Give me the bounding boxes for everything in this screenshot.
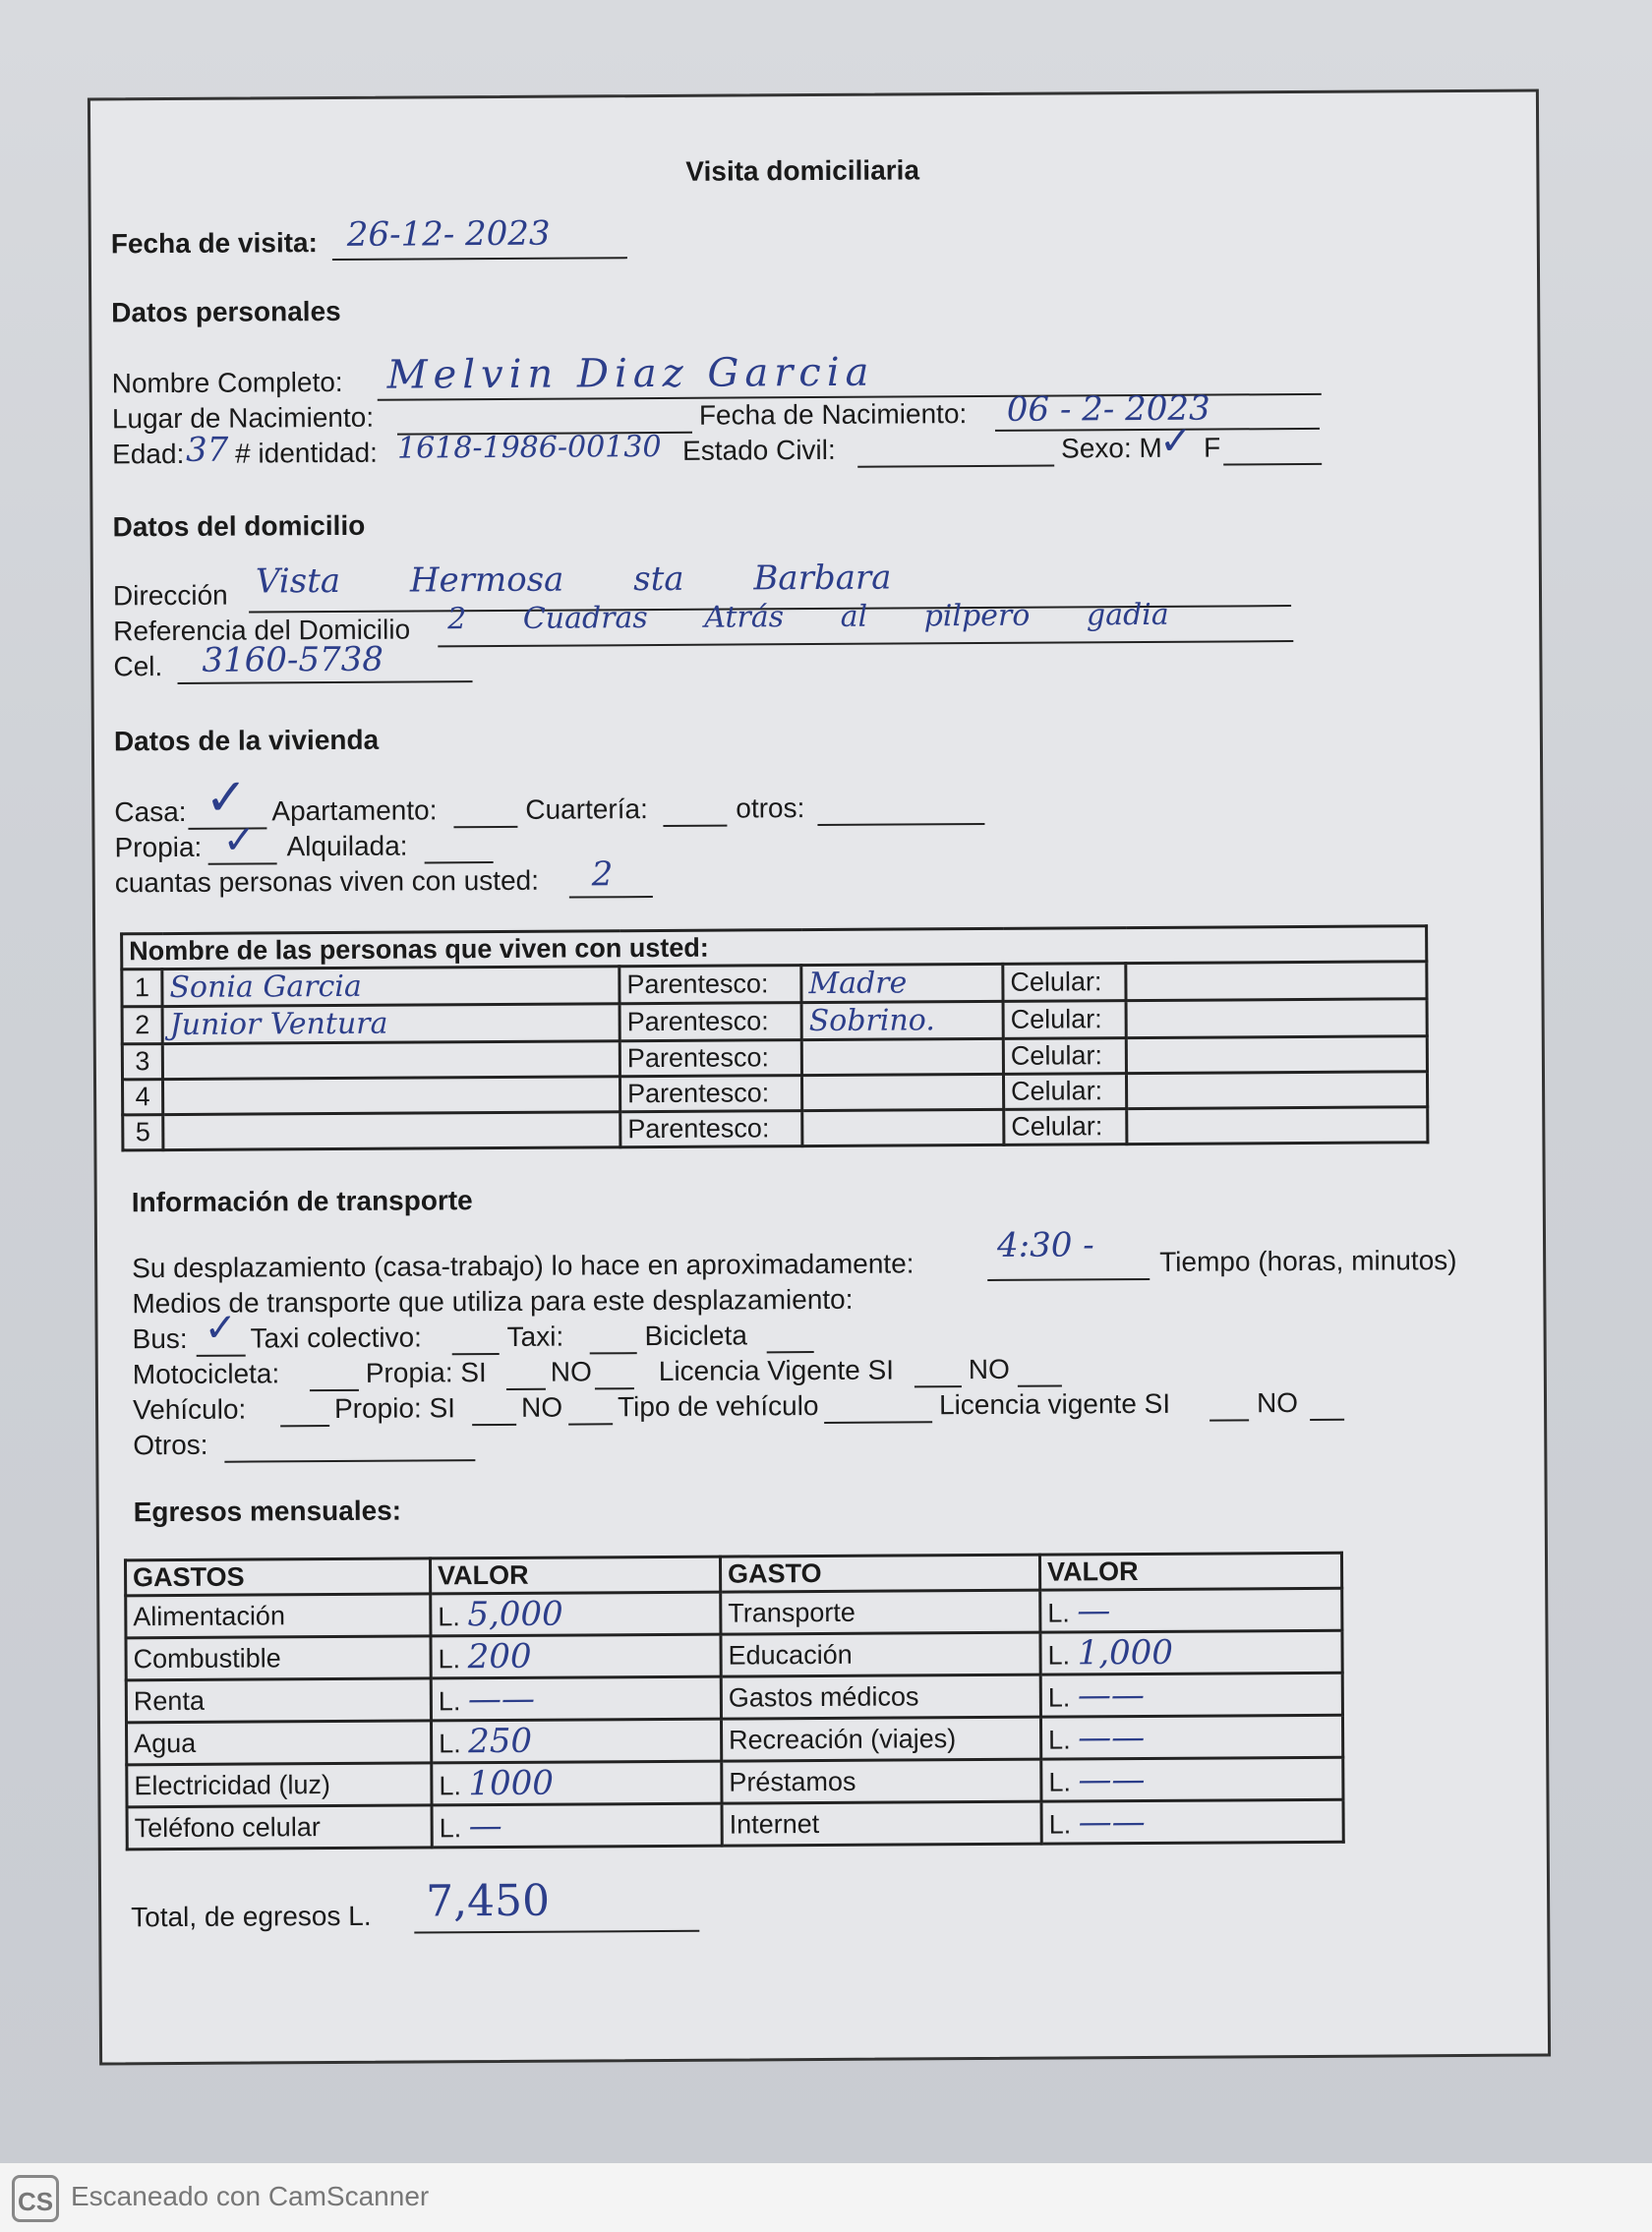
currency-label: L. xyxy=(439,1813,462,1844)
gasto-name: Renta xyxy=(126,1678,431,1723)
header-valor-2: VALOR xyxy=(1039,1553,1341,1590)
persona-celular xyxy=(1127,1107,1428,1145)
bus-check-icon: ✓ xyxy=(204,1306,238,1350)
persona-celular xyxy=(1126,962,1427,1001)
moto-no-label: NO xyxy=(550,1356,592,1387)
gasto-value: —— xyxy=(467,1678,536,1720)
gasto-name: Préstamos xyxy=(722,1759,1041,1803)
gasto-value-cell xyxy=(431,1592,721,1636)
gasto-name: Electricidad (luz) xyxy=(127,1763,432,1807)
bicicleta-line xyxy=(767,1351,814,1353)
gasto-value: 5,000 xyxy=(467,1594,563,1635)
vehiculo-label: Vehículo: xyxy=(132,1393,247,1426)
persona-parentesco xyxy=(801,1074,1003,1110)
table-row xyxy=(126,1588,1342,1638)
cuarteria-line xyxy=(663,825,727,827)
taxi-label: Taxi: xyxy=(506,1321,564,1352)
row-number: 2 xyxy=(122,1007,162,1044)
identidad-value: 1618-1986-00130 xyxy=(396,429,662,466)
header-gasto: GASTO xyxy=(720,1555,1039,1592)
parentesco-label: Parentesco: xyxy=(620,1003,801,1041)
persona-parentesco: Madre xyxy=(801,964,1003,1002)
sexo-f-label: F xyxy=(1204,432,1221,463)
camscanner-logo-icon: CS xyxy=(12,2175,59,2222)
direccion-label: Dirección xyxy=(112,579,228,612)
gasto-value-cell xyxy=(432,1761,722,1805)
moto-si-line xyxy=(506,1388,546,1390)
celular-label: Celular: xyxy=(1004,1109,1127,1145)
parentesco-label: Parentesco: xyxy=(620,1111,802,1147)
gasto-value: 1000 xyxy=(468,1763,555,1804)
bus-line xyxy=(197,1355,246,1357)
camscanner-text: Escaneado con CamScanner xyxy=(71,2181,430,2211)
propia-label: Propia: xyxy=(114,831,203,863)
persona-celular xyxy=(1126,1036,1427,1074)
alquilada-line xyxy=(425,861,494,863)
gasto-name: Transporte xyxy=(721,1590,1040,1634)
celular-label: Celular: xyxy=(1003,1038,1126,1075)
cuarteria-label: Cuartería: xyxy=(525,793,648,825)
moto-line xyxy=(310,1389,359,1391)
sexo-check-icon: ✓ xyxy=(1158,419,1193,463)
gasto-name: Gastos médicos xyxy=(721,1674,1040,1719)
casa-check-icon: ✓ xyxy=(205,769,249,827)
currency-label: L. xyxy=(438,1644,461,1674)
licencia2-no-label: NO xyxy=(1256,1387,1299,1419)
referencia-label: Referencia del Domicilio xyxy=(113,614,411,647)
header-gastos: GASTOS xyxy=(125,1558,430,1596)
persona-nombre xyxy=(162,1041,620,1080)
personales-heading: Datos personales xyxy=(111,295,341,328)
gasto-value: 1,000 xyxy=(1077,1632,1174,1674)
fecha-value: 26-12- 2023 xyxy=(346,213,551,255)
currency-label: L. xyxy=(439,1729,461,1759)
gasto-name: Recreación (viajes) xyxy=(721,1717,1040,1761)
persona-celular xyxy=(1126,1072,1427,1109)
nombre-label: Nombre Completo: xyxy=(111,366,343,399)
cel-label: Cel. xyxy=(113,651,163,682)
vehiculo-no-line xyxy=(568,1423,613,1425)
persona-parentesco xyxy=(802,1109,1004,1145)
gasto-value: 200 xyxy=(467,1636,532,1677)
licencia2-label: Licencia vigente SI xyxy=(938,1387,1171,1421)
personas-table xyxy=(120,924,1429,1151)
gasto-value: 250 xyxy=(468,1721,533,1762)
taxi-colectivo-label: Taxi colectivo: xyxy=(250,1322,422,1354)
table-row xyxy=(126,1630,1342,1680)
currency-label: L. xyxy=(1047,1640,1071,1671)
persona-parentesco xyxy=(801,1038,1003,1075)
row-number: 4 xyxy=(123,1080,163,1115)
personas-line xyxy=(569,896,653,899)
transporte-heading: Información de transporte xyxy=(131,1185,473,1218)
currency-label: L. xyxy=(438,1602,460,1632)
otros-vivienda-label: otros: xyxy=(736,793,805,824)
persona-nombre: Sonia Garcia xyxy=(162,967,620,1007)
licencia-no-label: NO xyxy=(968,1353,1010,1385)
referencia-line xyxy=(438,640,1293,647)
row-number: 1 xyxy=(122,969,162,1007)
row-number: 3 xyxy=(122,1044,162,1080)
scanner-footer xyxy=(0,2163,1652,2232)
currency-label: L. xyxy=(438,1686,461,1717)
fecha-nac-label: Fecha de Nacimiento: xyxy=(698,398,968,431)
parentesco-label: Parentesco: xyxy=(620,1076,801,1112)
lugar-label: Lugar de Nacimiento: xyxy=(111,401,375,435)
licencia-label: Licencia Vigente SI xyxy=(658,1354,895,1387)
total-value: 7,450 xyxy=(425,1875,551,1927)
gasto-value-cell xyxy=(1040,1715,1342,1759)
licencia-si-line xyxy=(914,1385,962,1387)
desplazamiento-value: 4:30 - xyxy=(996,1225,1094,1265)
taxi-colectivo-line xyxy=(452,1353,500,1355)
table-row xyxy=(126,1673,1342,1723)
tiempo-label: Tiempo (horas, minutos) xyxy=(1159,1245,1457,1277)
table-row xyxy=(127,1757,1343,1807)
estado-line xyxy=(857,465,1054,468)
alquilada-label: Alquilada: xyxy=(286,830,408,862)
taxi-line xyxy=(590,1352,637,1354)
licencia2-no-line xyxy=(1310,1419,1344,1421)
cel-value: 3160-5738 xyxy=(202,639,384,680)
vehiculo-propio-label: Propio: SI xyxy=(333,1392,456,1425)
persona-nombre: Junior Ventura xyxy=(162,1004,620,1044)
form-sheet xyxy=(88,89,1551,2066)
gasto-value: —— xyxy=(1078,1759,1146,1800)
table-row xyxy=(123,1107,1428,1150)
identidad-label: # identidad: xyxy=(235,437,379,469)
nombre-value: Melvin Diaz Garcia xyxy=(386,349,875,398)
persona-parentesco: Sobrino. xyxy=(801,1001,1003,1039)
domicilio-heading: Datos del domicilio xyxy=(112,509,366,543)
fecha-line xyxy=(332,257,627,261)
gasto-value: — xyxy=(468,1805,502,1847)
celular-label: Celular: xyxy=(1003,1001,1126,1039)
bicicleta-label: Bicicleta xyxy=(644,1320,747,1352)
celular-label: Celular: xyxy=(1003,964,1126,1002)
referencia-value: 2 Cuadras Atrás al pilpero gadia xyxy=(447,597,1169,637)
form-title: Visita domiciliaria xyxy=(685,154,920,187)
licencia-no-line xyxy=(1018,1384,1062,1386)
currency-label: L. xyxy=(1048,1809,1072,1840)
vehiculo-no-label: NO xyxy=(520,1391,563,1423)
currency-label: L. xyxy=(439,1771,462,1801)
egresos-table xyxy=(124,1552,1345,1851)
sexo-label: Sexo: M xyxy=(1061,432,1162,464)
apartamento-label: Apartamento: xyxy=(271,794,438,827)
gasto-name: Internet xyxy=(722,1801,1041,1846)
cel-line xyxy=(178,680,473,684)
row-number: 5 xyxy=(123,1115,163,1150)
gasto-value-cell xyxy=(1040,1673,1342,1717)
casa-label: Casa: xyxy=(114,795,187,828)
licencia2-si-line xyxy=(1210,1419,1249,1421)
otros-transporte-label: Otros: xyxy=(133,1429,208,1461)
gasto-value-cell xyxy=(432,1803,722,1848)
vehiculo-line xyxy=(280,1425,329,1427)
gasto-value-cell xyxy=(1041,1757,1343,1801)
tipo-vehiculo-line xyxy=(824,1421,932,1424)
celular-label: Celular: xyxy=(1003,1074,1126,1110)
otros-vivienda-line xyxy=(817,823,984,826)
persona-nombre xyxy=(163,1077,620,1115)
gasto-value-cell xyxy=(431,1719,721,1763)
edad-label: Edad: xyxy=(112,438,185,470)
gasto-name: Educación xyxy=(721,1632,1040,1676)
vivienda-heading: Datos de la vivienda xyxy=(113,724,380,757)
personas-table-header: Nombre de las personas que viven con usted: xyxy=(122,926,1427,969)
persona-celular xyxy=(1126,999,1427,1038)
gasto-value-cell xyxy=(1041,1799,1343,1844)
table-row xyxy=(126,1715,1342,1765)
gasto-value-cell xyxy=(431,1676,721,1721)
currency-label: L. xyxy=(1047,1598,1070,1628)
moto-propia-label: Propia: SI xyxy=(365,1357,487,1388)
parentesco-label: Parentesco: xyxy=(620,1040,801,1077)
total-line xyxy=(414,1930,699,1934)
personas-value: 2 xyxy=(591,854,614,895)
currency-label: L. xyxy=(1048,1767,1072,1797)
sexo-line xyxy=(1223,463,1322,466)
gasto-value-cell xyxy=(1040,1630,1342,1674)
fecha-nac-value: 06 - 2- 2023 xyxy=(1006,388,1210,430)
propia-check-icon: ✓ xyxy=(222,818,257,862)
persona-nombre xyxy=(163,1112,620,1150)
estado-label: Estado Civil: xyxy=(682,434,836,466)
gasto-value: —— xyxy=(1078,1801,1146,1843)
gasto-name: Combustible xyxy=(126,1636,431,1680)
currency-label: L. xyxy=(1048,1725,1071,1755)
gasto-value-cell xyxy=(431,1634,721,1678)
edad-value: 37 xyxy=(185,430,229,470)
moto-label: Motocicleta: xyxy=(132,1358,280,1390)
gasto-value-cell xyxy=(1040,1588,1342,1632)
fecha-label: Fecha de visita: xyxy=(110,227,318,260)
table-row xyxy=(127,1799,1343,1850)
bus-label: Bus: xyxy=(132,1322,188,1355)
desplazamiento-label: Su desplazamiento (casa-trabajo) lo hace en aproximadamente: xyxy=(132,1248,914,1284)
gasto-name: Alimentación xyxy=(126,1594,431,1638)
currency-label: L. xyxy=(1047,1682,1071,1713)
direccion-value: Vista Hermosa sta Barbara xyxy=(255,558,892,602)
otros-transporte-line xyxy=(224,1459,475,1463)
header-valor: VALOR xyxy=(430,1557,720,1594)
gasto-value: — xyxy=(1077,1591,1111,1631)
desplazamiento-line xyxy=(987,1278,1150,1281)
medios-label: Medios de transporte que utiliza para este desplazamiento: xyxy=(132,1283,854,1320)
gasto-name: Agua xyxy=(126,1721,431,1765)
tipo-vehiculo-label: Tipo de vehículo xyxy=(617,1390,819,1423)
moto-no-line xyxy=(595,1387,634,1389)
egresos-heading: Egresos mensuales: xyxy=(133,1495,402,1528)
personas-label: cuantas personas viven con usted: xyxy=(114,864,540,899)
apartamento-line xyxy=(453,826,517,828)
parentesco-label: Parentesco: xyxy=(620,966,801,1004)
gasto-name: Teléfono celular xyxy=(127,1805,432,1850)
gasto-value: —— xyxy=(1077,1674,1146,1716)
propia-line xyxy=(208,862,277,864)
total-label: Total, de egresos L. xyxy=(131,1900,372,1933)
vehiculo-si-line xyxy=(472,1424,516,1426)
gasto-value: —— xyxy=(1078,1717,1146,1758)
